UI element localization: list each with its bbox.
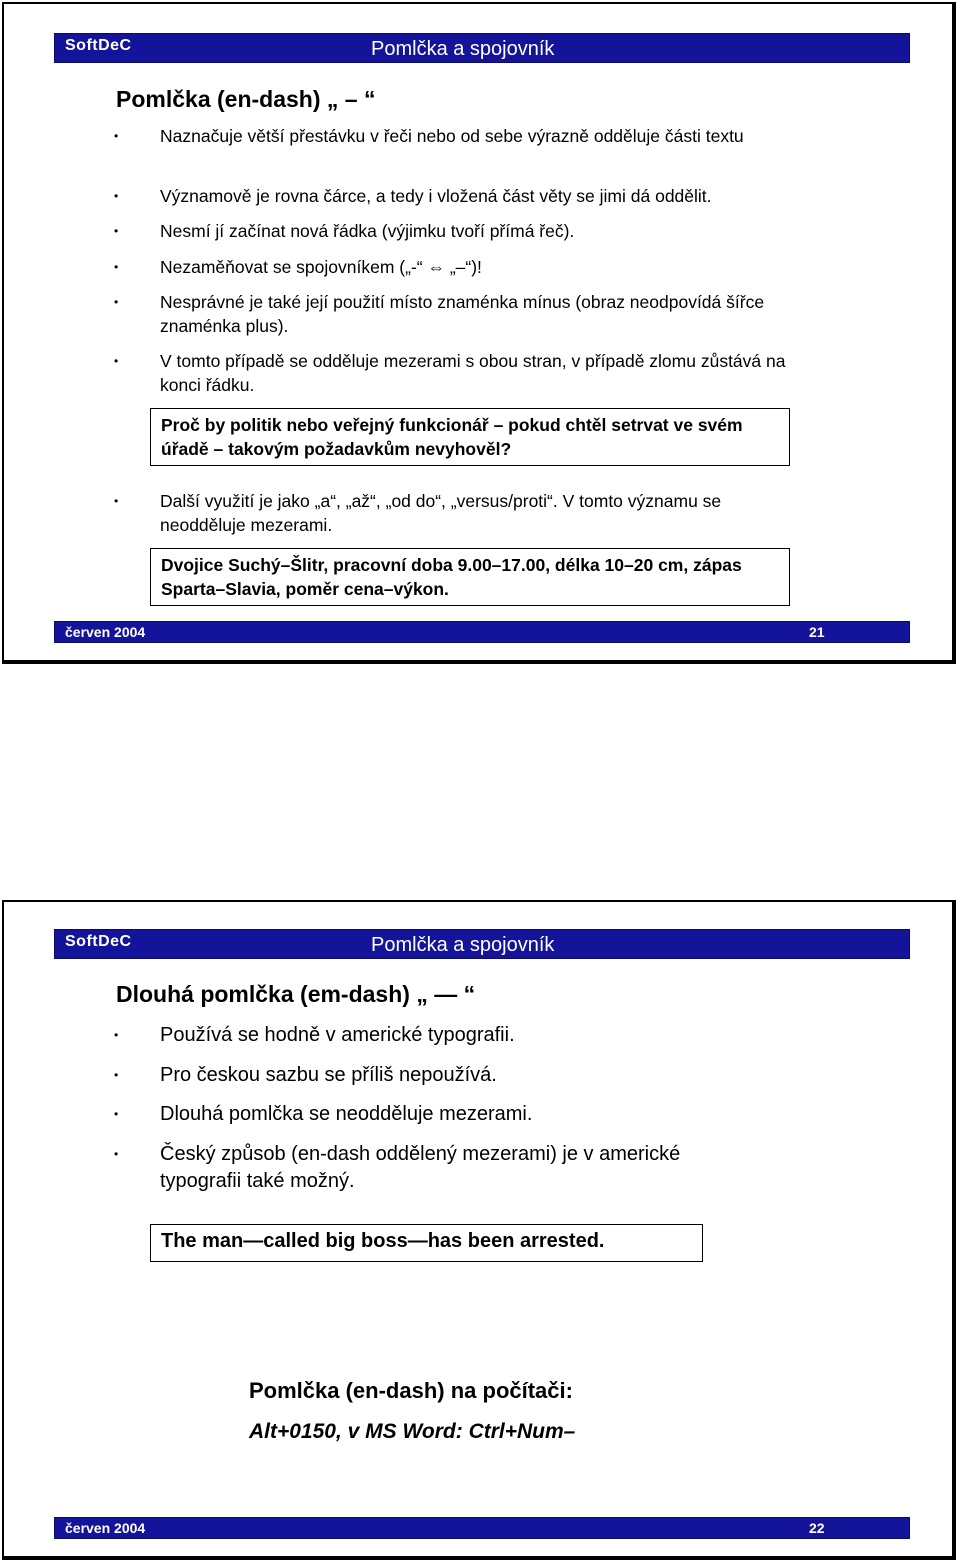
example-box: Dvojice Suchý–Šlitr, pracovní doba 9.00–17.00, délka 10–20 cm, zápas Sparta–Slavia, poměr cena–výkon.	[150, 548, 790, 606]
slide-title: Pomlčka (en-dash) „ – “	[116, 86, 376, 112]
softdec-logo: SoftDeC	[65, 933, 132, 950]
slide-title: Dlouhá pomlčka (em-dash) „ — “	[116, 981, 476, 1007]
slide-22: SoftDeC Pomlčka a spojovník Dlouhá pomlčka (em-dash) „ — “ • Používá se hodně v americké typografii. • Pro českou sazbu se příliš nepoužívá. • Dlouhá pomlčka se neodděluje mezerami. • Český způsob (en-dash oddělený mezerami) je v americké typografii také možný. The man—called big boss—has been arrested. Pomlčka (en-dash) na počítači: Alt+0150, v MS Word: Ctrl+Num– červen 2004 22	[2, 900, 956, 1560]
slide-21: SoftDeC Pomlčka a spojovník Pomlčka (en-dash) „ – “ • Naznačuje větší přestávku v řeči nebo od sebe výrazně odděluje části textu • Významově je rovna čárce, a tedy i vložená část věty se jimi dá oddělit. • Nesmí jí začínat nová řádka (výjimku tvoří přímá řeč). • Nezaměňovat se spojovníkem („-“ ⇔ „–“)! • Nesprávné je také její použití místo znaménka mínus (obraz neodpovídá šířce znaménka plus). • V tomto případě se odděluje mezerami s obou stran, v případě zlomu zůstává na konci řádku. Proč by politik nebo veřejný funkcionář – pokud chtěl setrvat ve svém úřadě – takovým požadavkům nevyhověl? • Další využití je jako „a“, „až“, „od do“, „versus/proti“. V tomto významu se neodděluje mezerami. Dvojice Suchý–Šlitr, pracovní doba 9.00–17.00, délka 10–20 cm, zápas Sparta–Slavia, poměr cena–výkon. červen 2004 21	[2, 2, 956, 664]
page-number: 21	[809, 624, 825, 640]
header-title: Pomlčka a spojovník	[371, 934, 555, 956]
bullet-icon: •	[114, 494, 119, 508]
bullet-icon: •	[114, 129, 119, 143]
bullet-icon: •	[114, 1068, 119, 1082]
bullet-icon: •	[114, 189, 119, 203]
header-bar	[54, 929, 910, 959]
page-number: 22	[809, 1520, 825, 1536]
bullet-icon: •	[114, 354, 119, 368]
bullet-icon: •	[114, 224, 119, 238]
footer-bar	[54, 621, 910, 643]
bullet-icon: •	[114, 1028, 119, 1042]
note-title: Pomlčka (en-dash) na počítači:	[249, 1378, 573, 1403]
footer-date: červen 2004	[65, 624, 146, 640]
footer-date: červen 2004	[65, 1520, 146, 1536]
example-box: The man—called big boss—has been arrested.	[150, 1224, 703, 1262]
header-bar	[54, 33, 910, 63]
list-item: • Naznačuje větší přestávku v řeči nebo od sebe výrazně odděluje části textu	[114, 126, 744, 146]
bullet-icon: •	[114, 1147, 119, 1161]
bullet-icon: •	[114, 260, 119, 274]
footer-bar	[54, 1517, 910, 1539]
header-title: Pomlčka a spojovník	[371, 38, 555, 60]
softdec-logo: SoftDeC	[65, 37, 132, 54]
example-box: Proč by politik nebo veřejný funkcionář – pokud chtěl setrvat ve svém úřadě – takovým požadavkům nevyhověl?	[150, 408, 790, 466]
shortcut-note: Alt+0150, v MS Word: Ctrl+Num–	[249, 1420, 576, 1443]
bullet-icon: •	[114, 295, 119, 309]
bullet-icon: •	[114, 1107, 119, 1121]
